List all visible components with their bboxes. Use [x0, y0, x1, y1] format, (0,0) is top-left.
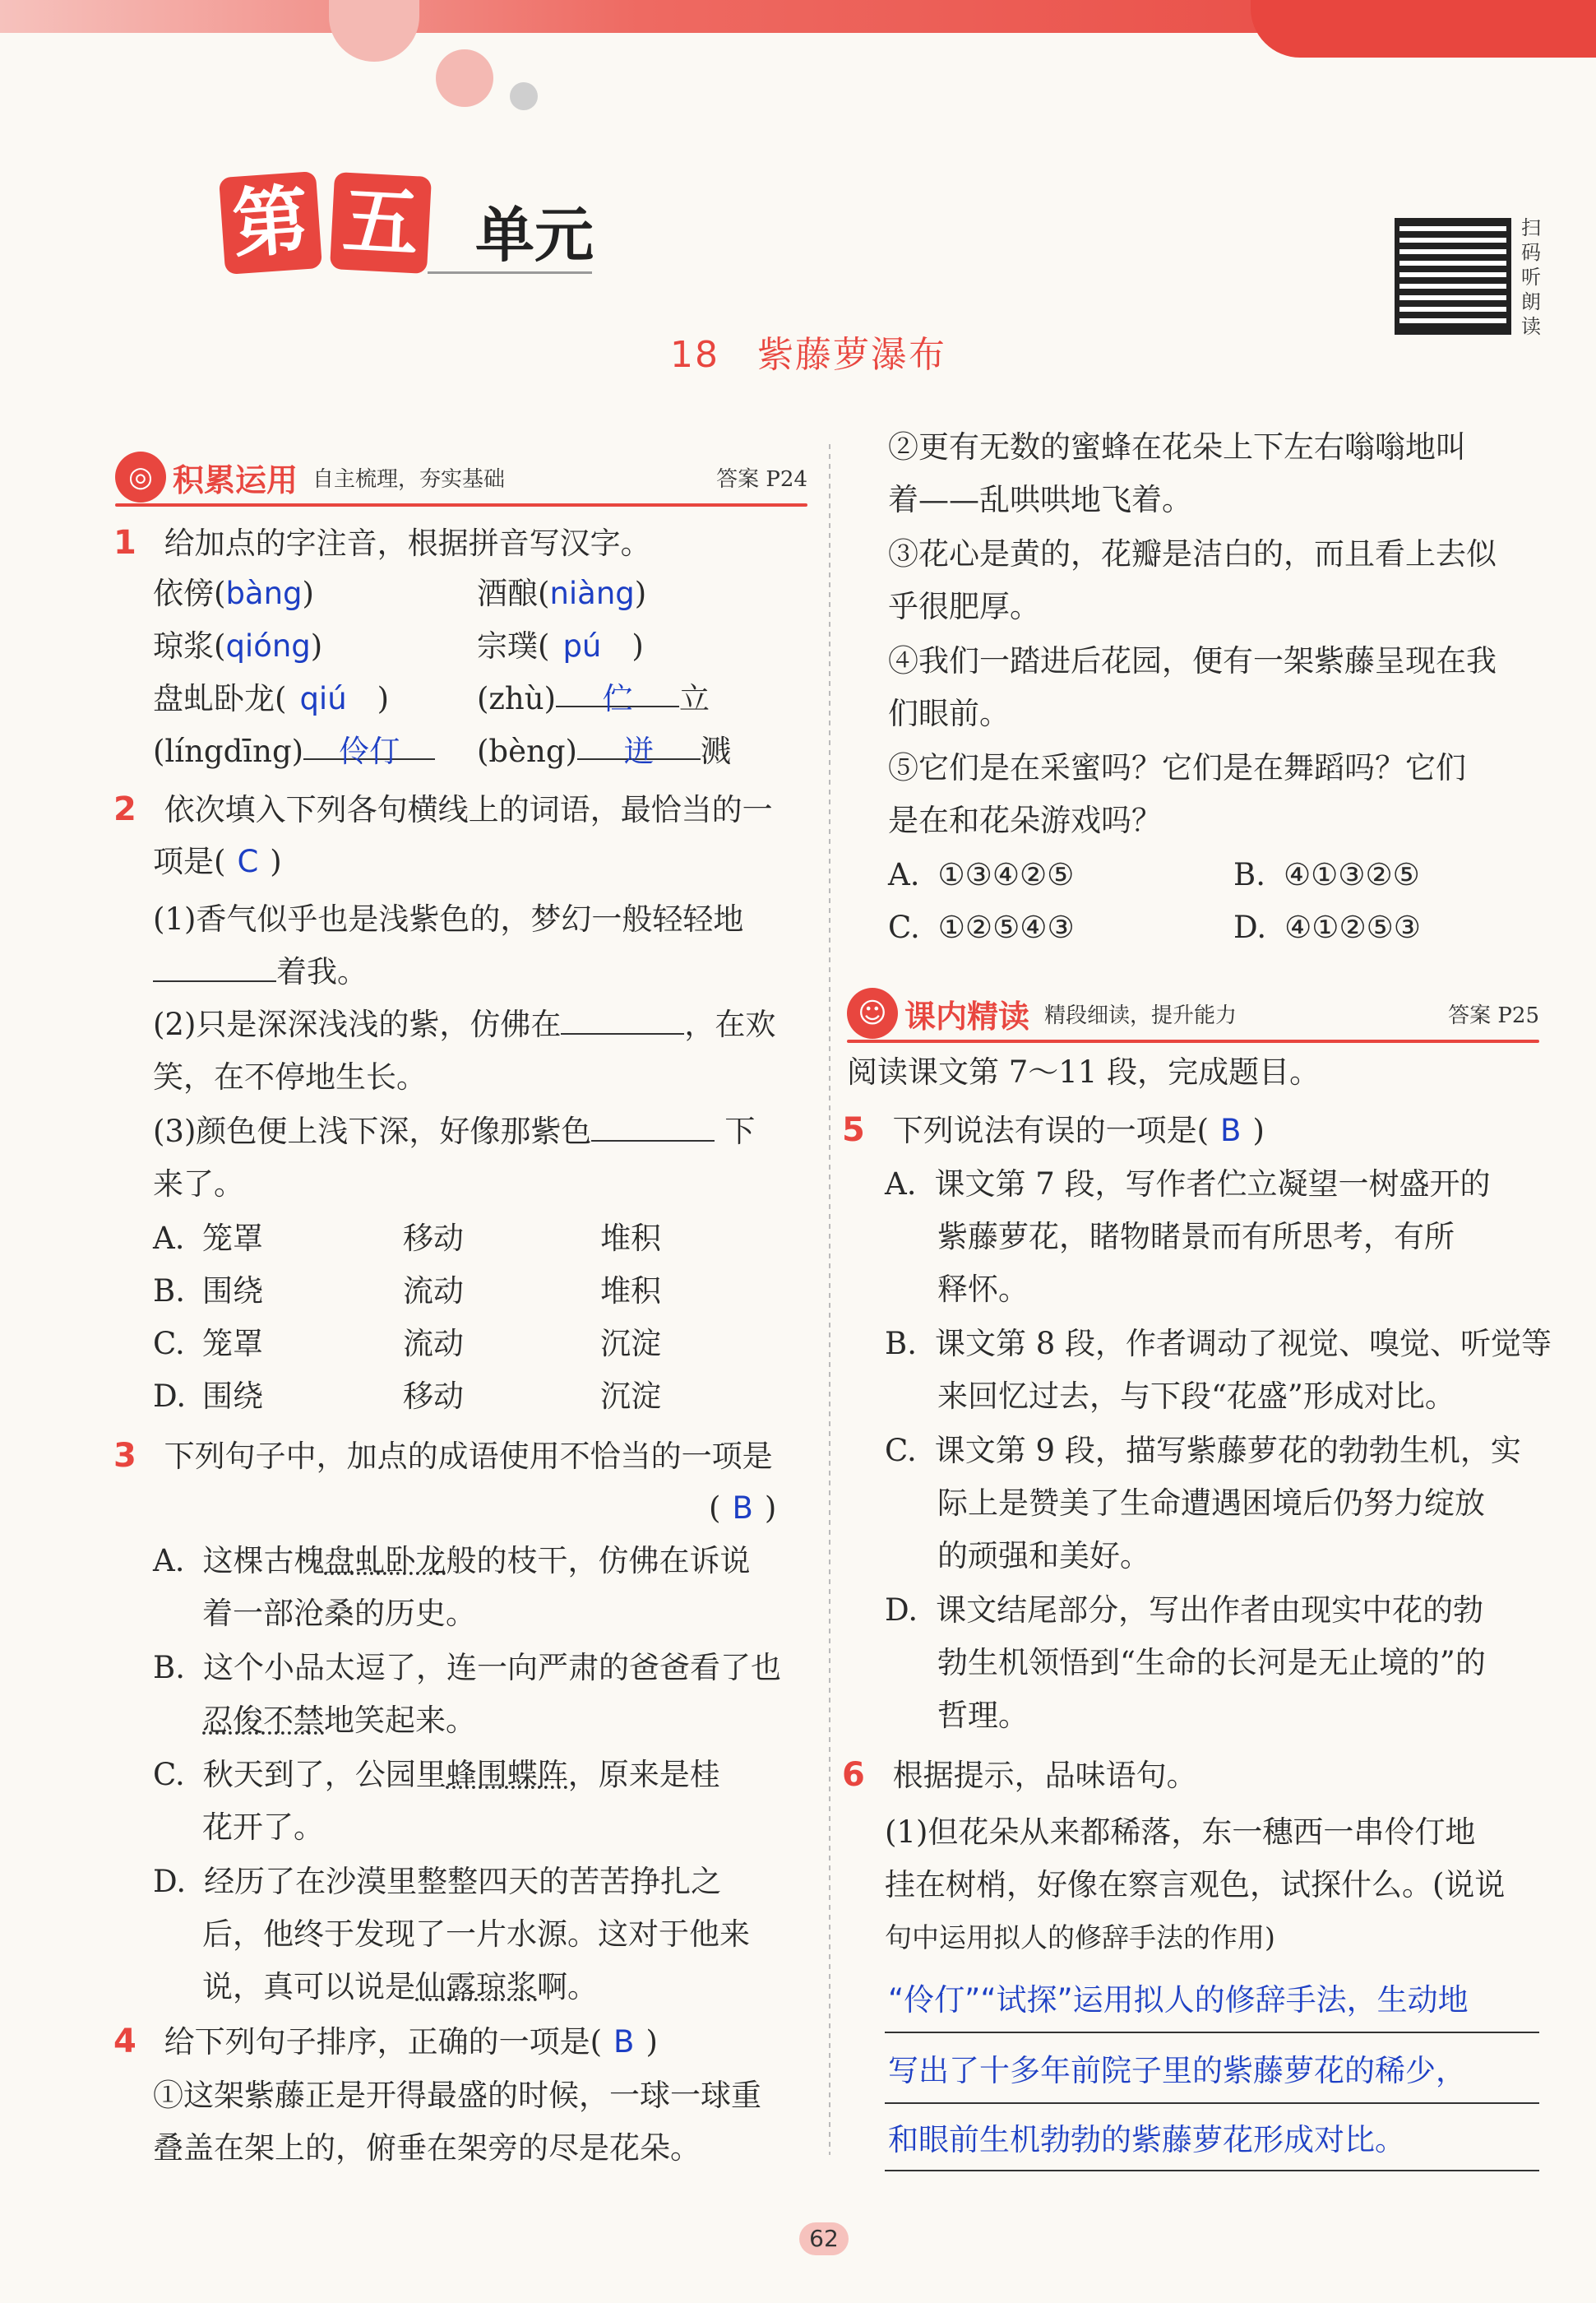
q4-sentence: ①这架紫藤正是开得最盛的时候，一球一球重 — [153, 2078, 761, 2113]
q4-sentence: 们眼前。 — [888, 696, 1010, 731]
q1-item: 琼浆(qióng) — [153, 628, 323, 664]
q5-option[interactable]: D. 课文结尾部分，写出作者由现实中花的勃 — [885, 1592, 1484, 1628]
section-subtitle: 自主梳理，夯实基础 — [312, 466, 506, 492]
question-number: 2 — [113, 790, 136, 828]
q3-answer: ( B ) — [709, 1490, 777, 1526]
section-rule — [115, 503, 807, 507]
q2-sentence: (3)颜色便上浅下深，好像那紫色 下 — [153, 1105, 755, 1158]
q2-sentence: 着我。 — [153, 946, 368, 999]
q5-stem: 5 下列说法有误的一项是( B ) — [842, 1111, 1265, 1149]
q3-option[interactable]: D. 经历了在沙漠里整整四天的苦苦挣扎之 — [153, 1864, 722, 1899]
q6-stem: 6 根据提示，品味语句。 — [842, 1756, 1197, 1794]
q4-option[interactable]: D. ④①②⑤③ — [1233, 910, 1421, 945]
q4-sentence: ④我们一踏进后花园，便有一架紫藤呈现在我 — [888, 643, 1497, 679]
q2-sentence: (2)只是深深浅浅的紫，仿佛在 ，在欢 — [153, 999, 775, 1051]
q1-item: 酒酿(niàng) — [477, 576, 647, 611]
answer-choice[interactable]: B — [613, 2024, 635, 2060]
answer-choice[interactable]: B — [732, 1490, 753, 1526]
q3-option-cont: 后，他终于发现了一片水源。这对于他来 — [202, 1916, 750, 1952]
qr-label: 扫码听朗读 — [1521, 216, 1541, 338]
q4-sentence: 着——乱哄哄地飞着。 — [888, 482, 1192, 517]
q4-sentence: 乎很肥厚。 — [888, 589, 1040, 624]
question-number: 4 — [113, 2023, 136, 2060]
answer-blank[interactable]: 伫 — [556, 673, 679, 707]
answer-blank[interactable]: 伶仃 — [303, 725, 435, 760]
q5-option-cont: 紫藤萝花，睹物睹景而有所思考，有所 — [937, 1219, 1455, 1254]
q2-option[interactable]: D. 围绕 移动 沉淀 — [153, 1379, 661, 1414]
top-corner-band — [1251, 0, 1596, 58]
unit-char-box: 第 — [219, 171, 322, 275]
q5-option-cont: 际上是赞美了生命遭遇困境后仍努力绽放 — [937, 1485, 1485, 1521]
q6-prompt: 挂在树梢，好像在察言观色，试探什么。(说说 — [885, 1867, 1506, 1902]
q2-sentence: 来了。 — [153, 1166, 244, 1202]
q3-option-cont: 着一部沧桑的历史。 — [202, 1596, 476, 1631]
target-icon: ◎ — [115, 452, 166, 503]
q5-option-cont: 的顽强和美好。 — [937, 1538, 1150, 1573]
q2-stem-2: 项是( C ) — [153, 844, 282, 879]
q4-sentence: 叠盖在架上的，俯垂在架旁的尽是花朵。 — [153, 2130, 701, 2166]
answer-choice[interactable]: B — [1220, 1113, 1242, 1148]
lesson-title: 18 紫藤萝瀑布 — [670, 334, 946, 376]
q1-item: 宗璞( pú ) — [477, 628, 644, 664]
q1-stem — [113, 517, 651, 570]
answer-blank[interactable] — [591, 1107, 715, 1142]
section-close-reading — [847, 987, 1539, 1043]
q5-option-cont: 勃生机领悟到“生命的长河是无止境的”的 — [937, 1645, 1486, 1680]
q1-item: (zhù) 伫 立 — [477, 673, 710, 725]
answer-rule — [885, 2170, 1539, 2171]
decor-bubble — [436, 49, 493, 107]
q2-stem: 2 依次填入下列各句横线上的词语，最恰当的一 — [113, 790, 773, 828]
section-title: 课内精读 — [904, 998, 1030, 1035]
q2-option[interactable]: C. 笼罩 流动 沉淀 — [153, 1326, 661, 1361]
section-rule — [847, 1040, 1539, 1043]
robot-icon: ☺ — [847, 988, 898, 1039]
question-number: 5 — [842, 1111, 865, 1149]
q6-answer-line[interactable]: 写出了十多年前院子里的紫藤萝花的稀少， — [888, 2053, 1466, 2088]
section-subtitle: 精段细读，提升能力 — [1044, 1003, 1237, 1028]
q1-item: 依傍(bàng) — [153, 576, 314, 611]
q2-option[interactable]: A. 笼罩 移动 堆积 — [153, 1221, 661, 1256]
q6-answer-line[interactable]: “伶仃”“试探”运用拟人的修辞手法，生动地 — [888, 1982, 1469, 2018]
q4-option[interactable]: A. ①③④②⑤ — [888, 857, 1075, 892]
q4-option[interactable]: C. ①②⑤④③ — [888, 910, 1075, 945]
q5-option[interactable]: C. 课文第 9 段，描写紫藤萝花的勃勃生机，实 — [885, 1433, 1521, 1468]
section-intro: 阅读课文第 7～11 段，完成题目。 — [847, 1054, 1321, 1090]
unit-underline — [428, 271, 592, 274]
q4-sentence: 是在和花朵游戏吗？ — [888, 803, 1162, 838]
q2-sentence: (1)香气似乎也是浅紫色的，梦幻一般轻轻地 — [153, 901, 744, 937]
decor-bubble — [329, 0, 419, 62]
question-number: 1 — [113, 524, 136, 562]
answer-rule — [885, 2032, 1539, 2033]
q5-option[interactable]: B. 课文第 8 段，作者调动了视觉、嗅觉、听觉等 — [885, 1326, 1552, 1361]
question-text: 给加点的字注音，根据拼音写汉字。 — [164, 526, 651, 561]
q2-option[interactable]: B. 围绕 流动 堆积 — [153, 1273, 661, 1309]
answer-blank[interactable] — [153, 948, 276, 982]
q3-option[interactable]: C. 秋天到了，公园里蜂围蝶阵，原来是桂 — [153, 1757, 720, 1792]
q4-sentence: ⑤它们是在采蜜吗？它们是在舞蹈吗？它们 — [888, 750, 1466, 785]
answer-blank[interactable]: 迸 — [577, 725, 701, 760]
q1-item: (bèng) 迸 溅 — [477, 725, 731, 778]
q3-option-cont: 忍俊不禁地笑起来。 — [202, 1703, 476, 1738]
q4-sentence: ③花心是黄的，花瓣是洁白的，而且看上去似 — [888, 536, 1497, 572]
page-number: 62 — [799, 2222, 849, 2255]
question-number: 3 — [113, 1437, 136, 1475]
unit-char-box: 五 — [330, 172, 432, 274]
section-accumulate — [115, 451, 807, 507]
q1-item: 盘虬卧龙( qiú ) — [153, 681, 390, 716]
answer-ref: 答案 P24 — [716, 466, 807, 492]
q5-option[interactable]: A. 课文第 7 段，写作者伫立凝望一树盛开的 — [885, 1166, 1491, 1202]
answer-ref: 答案 P25 — [1448, 1003, 1539, 1028]
q2-sentence: 笑，在不停地生长。 — [153, 1059, 427, 1095]
answer-rule — [885, 2102, 1539, 2104]
q4-sentence: ②更有无数的蜜蜂在花朵上下左右嗡嗡地叫 — [888, 429, 1466, 465]
question-number: 6 — [842, 1756, 865, 1794]
qr-code-icon[interactable] — [1395, 218, 1511, 335]
column-divider — [829, 444, 830, 2155]
q3-option-cont: 花开了。 — [202, 1810, 324, 1845]
section-title: 积累运用 — [173, 461, 298, 498]
q3-option[interactable]: A. 这棵古槐盘虬卧龙般的枝干，仿佛在诉说 — [153, 1543, 751, 1578]
q4-option[interactable]: B. ④①③②⑤ — [1233, 857, 1420, 892]
decor-bubble — [510, 82, 538, 110]
q5-option-cont: 来回忆过去，与下段“花盛”形成对比。 — [937, 1379, 1455, 1414]
unit-title: 单元 — [475, 201, 594, 270]
q1-item: (língdīng) 伶仃 — [153, 725, 435, 778]
q6-prompt: (1)但花朵从来都稀落，东一穗西一串伶仃地 — [885, 1814, 1476, 1850]
q6-answer-line[interactable]: 和眼前生机勃勃的紫藤萝花形成对比。 — [888, 2122, 1405, 2157]
q6-prompt: 句中运用拟人的修辞手法的作用) — [885, 1921, 1275, 1953]
answer-blank[interactable] — [561, 1000, 684, 1035]
q5-option-cont: 哲理。 — [937, 1698, 1029, 1733]
q3-option-cont: 说，真可以说是仙露琼浆啊。 — [202, 1969, 598, 2004]
q3-stem: 3 下列句子中，加点的成语使用不恰当的一项是 — [113, 1437, 773, 1475]
q5-option-cont: 释怀。 — [937, 1272, 1029, 1307]
answer-choice[interactable]: C — [237, 844, 259, 879]
q3-option[interactable]: B. 这个小品太逗了，连一向严肃的爸爸看了也 — [153, 1650, 781, 1685]
q4-stem: 4 给下列句子排序，正确的一项是( B ) — [113, 2023, 658, 2060]
